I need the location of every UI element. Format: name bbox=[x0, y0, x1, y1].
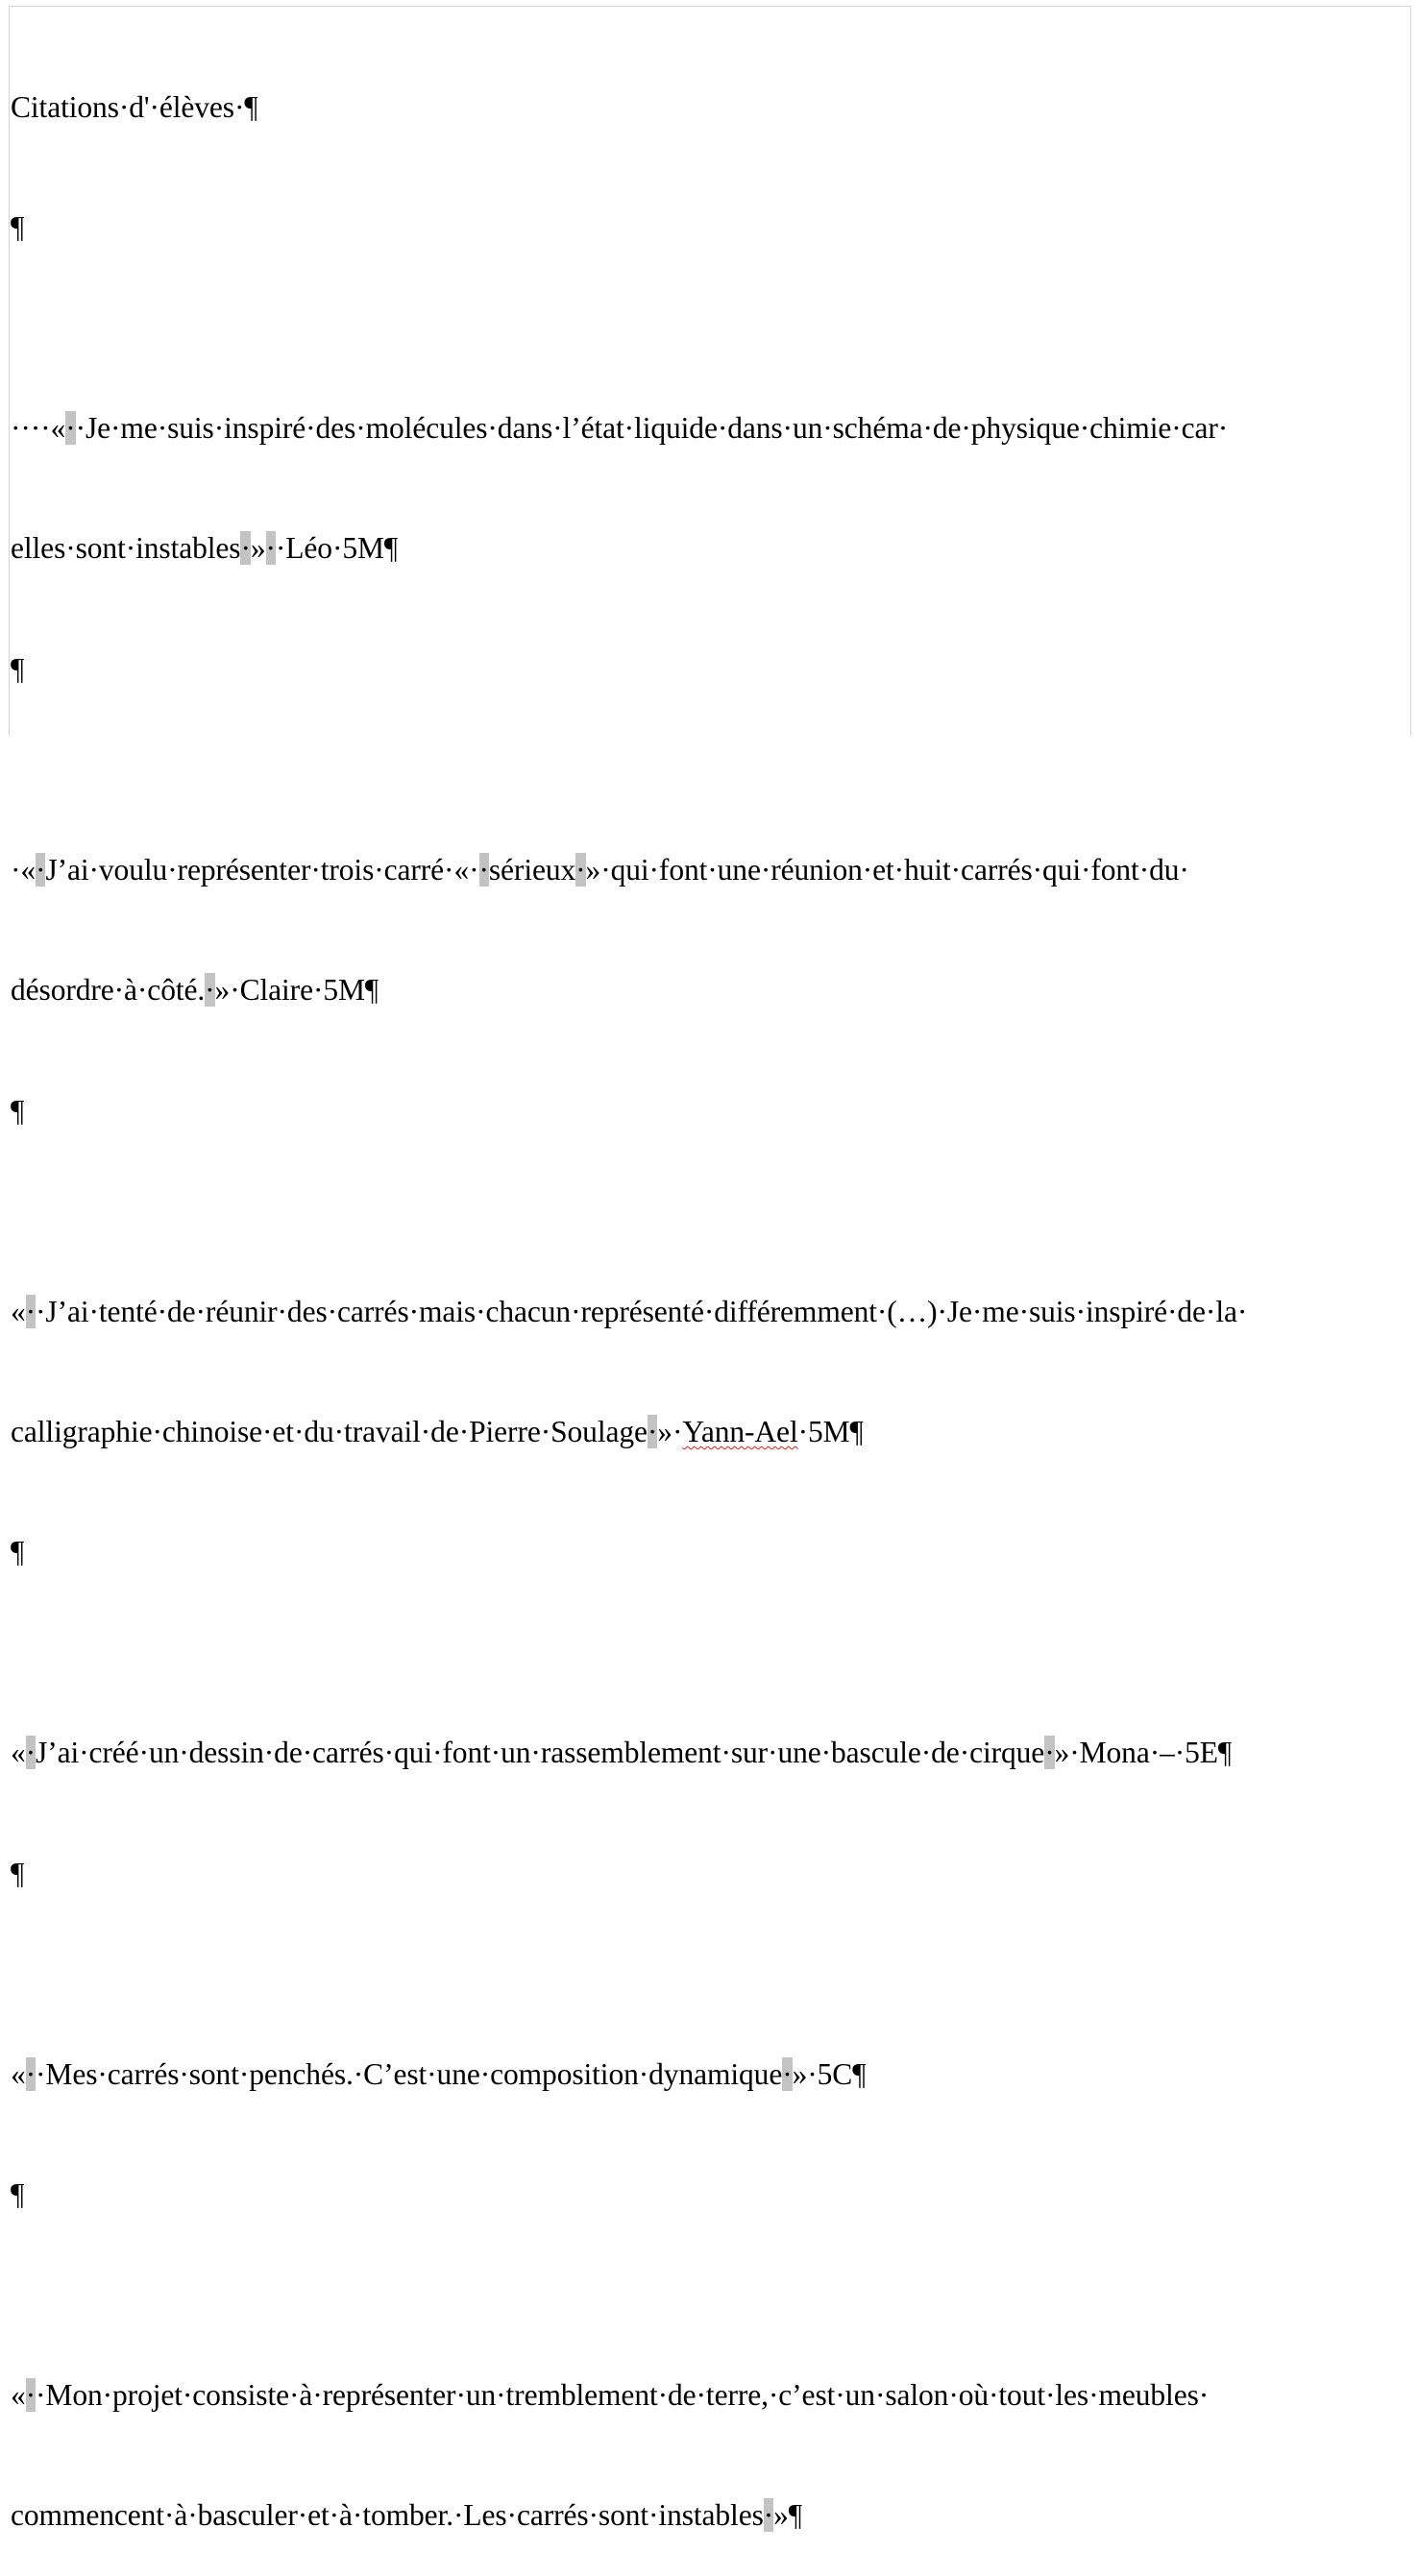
quote-author: »·5C¶ bbox=[792, 2056, 867, 2091]
quote-5-line-1 bbox=[11, 2054, 1411, 2095]
quote-text: calligraphie·chinoise·et·du·travail·de·Pierre·Soulage bbox=[11, 1414, 648, 1448]
quote-1-line-2 bbox=[11, 528, 1411, 569]
nbsp-marker: · bbox=[782, 2056, 793, 2091]
document-body[interactable] bbox=[11, 7, 1411, 2576]
empty-paragraph: ¶ bbox=[11, 1093, 25, 1128]
empty-paragraph: ¶ bbox=[11, 1856, 25, 1890]
nbsp-marker: · bbox=[240, 531, 251, 566]
quote-2-line-1 bbox=[11, 850, 1411, 890]
quote-1-line-1 bbox=[11, 408, 1411, 449]
spellcheck-flagged-word[interactable]: Yann-Ael bbox=[682, 1414, 798, 1448]
nbsp-marker: · bbox=[25, 1294, 37, 1328]
quote-2-line-2 bbox=[11, 970, 1411, 1010]
quote-4-line-1 bbox=[11, 1733, 1411, 1773]
quote-text: commencent·à·basculer·et·à·tomber.·Les·carrés·sont·instables bbox=[11, 2498, 764, 2533]
quote-author: ·5M¶ bbox=[797, 1414, 864, 1448]
nbsp-marker: · bbox=[265, 531, 276, 566]
quote-author: »·Claire·5M¶ bbox=[214, 973, 379, 1008]
quote-text: » bbox=[250, 531, 266, 566]
quote-text: ····« bbox=[11, 410, 66, 445]
nbsp-marker: · bbox=[36, 852, 46, 887]
quote-text: « bbox=[11, 1294, 26, 1328]
nbsp-marker: · bbox=[65, 410, 76, 445]
quote-text: ·Je·me·suis·inspiré·des·molécules·dans·l’état·liquide·dans·un·schéma·de·physique·chimie·car· bbox=[75, 410, 1229, 445]
nbsp-marker: · bbox=[25, 2056, 37, 2091]
empty-paragraph: ¶ bbox=[11, 651, 25, 686]
nbsp-marker: · bbox=[647, 1414, 658, 1448]
quote-text: « bbox=[11, 2056, 26, 2091]
quote-author: »·Mona·–·5E¶ bbox=[1054, 1736, 1233, 1770]
nbsp-marker: · bbox=[763, 2498, 774, 2533]
empty-paragraph: ¶ bbox=[11, 209, 25, 244]
nbsp-marker: · bbox=[1044, 1736, 1055, 1770]
quote-text: J’ai·voulu·représenter·trois·carré·«· bbox=[45, 852, 479, 887]
quote-text: ·Mon·projet·consiste·à·représenter·un·tremblement·de·terre,·c’est·un·salon·où·tout·les·meubles· bbox=[36, 2378, 1210, 2413]
quote-author: ·Léo·5M¶ bbox=[275, 531, 399, 566]
quote-text: ·« bbox=[11, 852, 37, 887]
nbsp-marker: · bbox=[205, 973, 215, 1008]
nbsp-marker: · bbox=[575, 852, 586, 887]
nbsp-marker: · bbox=[25, 2378, 37, 2413]
empty-paragraph: ¶ bbox=[11, 1535, 25, 1569]
quote-6-line-2 bbox=[11, 2495, 1411, 2536]
quote-text: elles·sont·instables bbox=[11, 531, 241, 566]
nbsp-marker: · bbox=[25, 1736, 37, 1770]
quote-text: désordre·à·côté. bbox=[11, 973, 206, 1008]
quote-text: »¶ bbox=[773, 2498, 802, 2533]
quote-text: « bbox=[11, 1736, 26, 1770]
quote-text: sérieux bbox=[488, 852, 576, 887]
quote-text: ·J’ai·tenté·de·réunir·des·carrés·mais·chacun·représenté·différemment·(…)·Je·me·suis·inspiré·de·la· bbox=[36, 1294, 1248, 1328]
quote-text: « bbox=[11, 2378, 26, 2413]
document-title: Citations·d'·élèves·¶ bbox=[11, 89, 258, 124]
quote-6-line-1 bbox=[11, 2375, 1411, 2416]
quote-3-line-1 bbox=[11, 1292, 1411, 1332]
quote-3-line-2 bbox=[11, 1412, 1411, 1452]
quote-text: J’ai·créé·un·dessin·de·carrés·qui·font·un·rassemblement·sur·une·bascule·de·cirque bbox=[36, 1736, 1045, 1770]
quote-text: ·Mes·carrés·sont·penchés.·C’est·une·composition·dynamique bbox=[36, 2056, 783, 2091]
quote-text: »· bbox=[657, 1414, 683, 1448]
empty-paragraph: ¶ bbox=[11, 2177, 25, 2212]
quote-text: »·qui·font·une·réunion·et·huit·carrés·qui·font·du· bbox=[585, 852, 1189, 887]
nbsp-marker: · bbox=[478, 852, 489, 887]
